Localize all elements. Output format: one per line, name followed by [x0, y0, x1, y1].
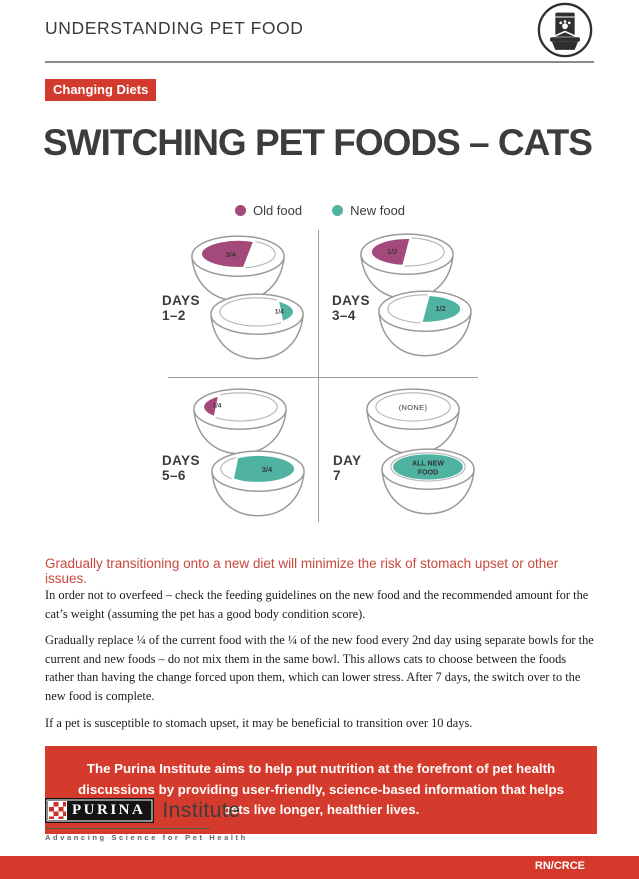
highlight-sentence: Gradually transitioning onto a new diet will minimize the risk of stomach upset or other issues.: [45, 556, 559, 586]
fraction-label: 1/4: [274, 308, 284, 316]
legend-new-label: New food: [350, 203, 406, 218]
pet-food-bag-bowl-icon: [534, 2, 596, 65]
document-code: RN/CRCE: [534, 860, 585, 872]
legend-item-new-food: [332, 203, 405, 218]
purina-institute-logo: [45, 798, 248, 842]
page-title: SWITCHING PET FOODS – CATS: [43, 122, 592, 163]
legend: [160, 203, 480, 218]
purina-logo-box: [45, 798, 154, 823]
transition-diagram: [0, 228, 639, 530]
bowl-days5-6-new-food: [206, 447, 310, 525]
none-label: (NONE): [398, 402, 428, 412]
diagram-vertical-divider: [318, 230, 319, 522]
label-day-7: DAY 7: [333, 453, 362, 483]
purina-checkerboard-icon: [48, 801, 67, 820]
purina-wordmark: PURINA: [72, 802, 146, 818]
bowl-days1-2-new-food: [205, 290, 309, 368]
bowl-day7-all-new-food: [376, 445, 480, 523]
all-new-food-label-line2: FOOD: [417, 469, 439, 477]
body-copy: [45, 586, 597, 834]
old-food-swatch-icon: [235, 205, 246, 216]
fraction-label: 1/2: [435, 304, 446, 314]
institute-wordmark: Institute: [162, 798, 241, 822]
fraction-label: 3/4: [225, 249, 236, 259]
footer-logo-divider: [45, 828, 210, 829]
header-title: UNDERSTANDING PET FOOD: [45, 18, 304, 38]
all-new-food-label-line1: ALL NEW: [412, 460, 444, 468]
label-days-1-2: DAYS 1–2: [162, 293, 200, 323]
bowl-days3-4-new-food: [373, 287, 477, 365]
legend-old-label: Old food: [252, 203, 303, 218]
label-days-5-6: DAYS 5–6: [162, 453, 200, 483]
label-days-3-4: DAYS 3–4: [332, 293, 370, 323]
legend-item-old-food: [235, 203, 302, 218]
fraction-label: 3/4: [261, 464, 273, 474]
fraction-label: 1/4: [212, 402, 222, 410]
new-food-swatch-icon: [332, 205, 343, 216]
purina-institute-callout: The Purina Institute aims to help put nutrition at the forefront of pet health discussions by providing user-friendly, science-based information that helps pets live longer, healthier lives.: [45, 746, 597, 834]
brand-row: [45, 798, 248, 823]
footer-tagline: Advancing Science for Pet Health: [45, 833, 248, 842]
paragraph-stomach-upset: If a pet is susceptible to stomach upset, it may be beneficial to transition over 10 days.: [45, 715, 473, 730]
bottom-bar: [0, 856, 639, 879]
section-badge: Changing Diets: [45, 79, 156, 101]
paragraph-overfeed: In order not to overfeed – check the feeding guidelines on the new food and the recommended amount for the cat’s weight (assuming the pet has a good body condition score).: [45, 588, 589, 621]
header-divider: [45, 61, 594, 63]
paragraph-replace: Gradually replace ¼ of the current food with the ¼ of the new food every 2nd day using separate bowls for the current and new foods – do not mix them in the same bowl. This allows cats to choose between the foods rather than having the change forced upon them, which can lower stress. After 7 days, the switch over to the new food is complete.: [45, 633, 594, 704]
diagram-horizontal-divider: [168, 377, 478, 378]
fraction-label: 1/2: [386, 247, 398, 257]
